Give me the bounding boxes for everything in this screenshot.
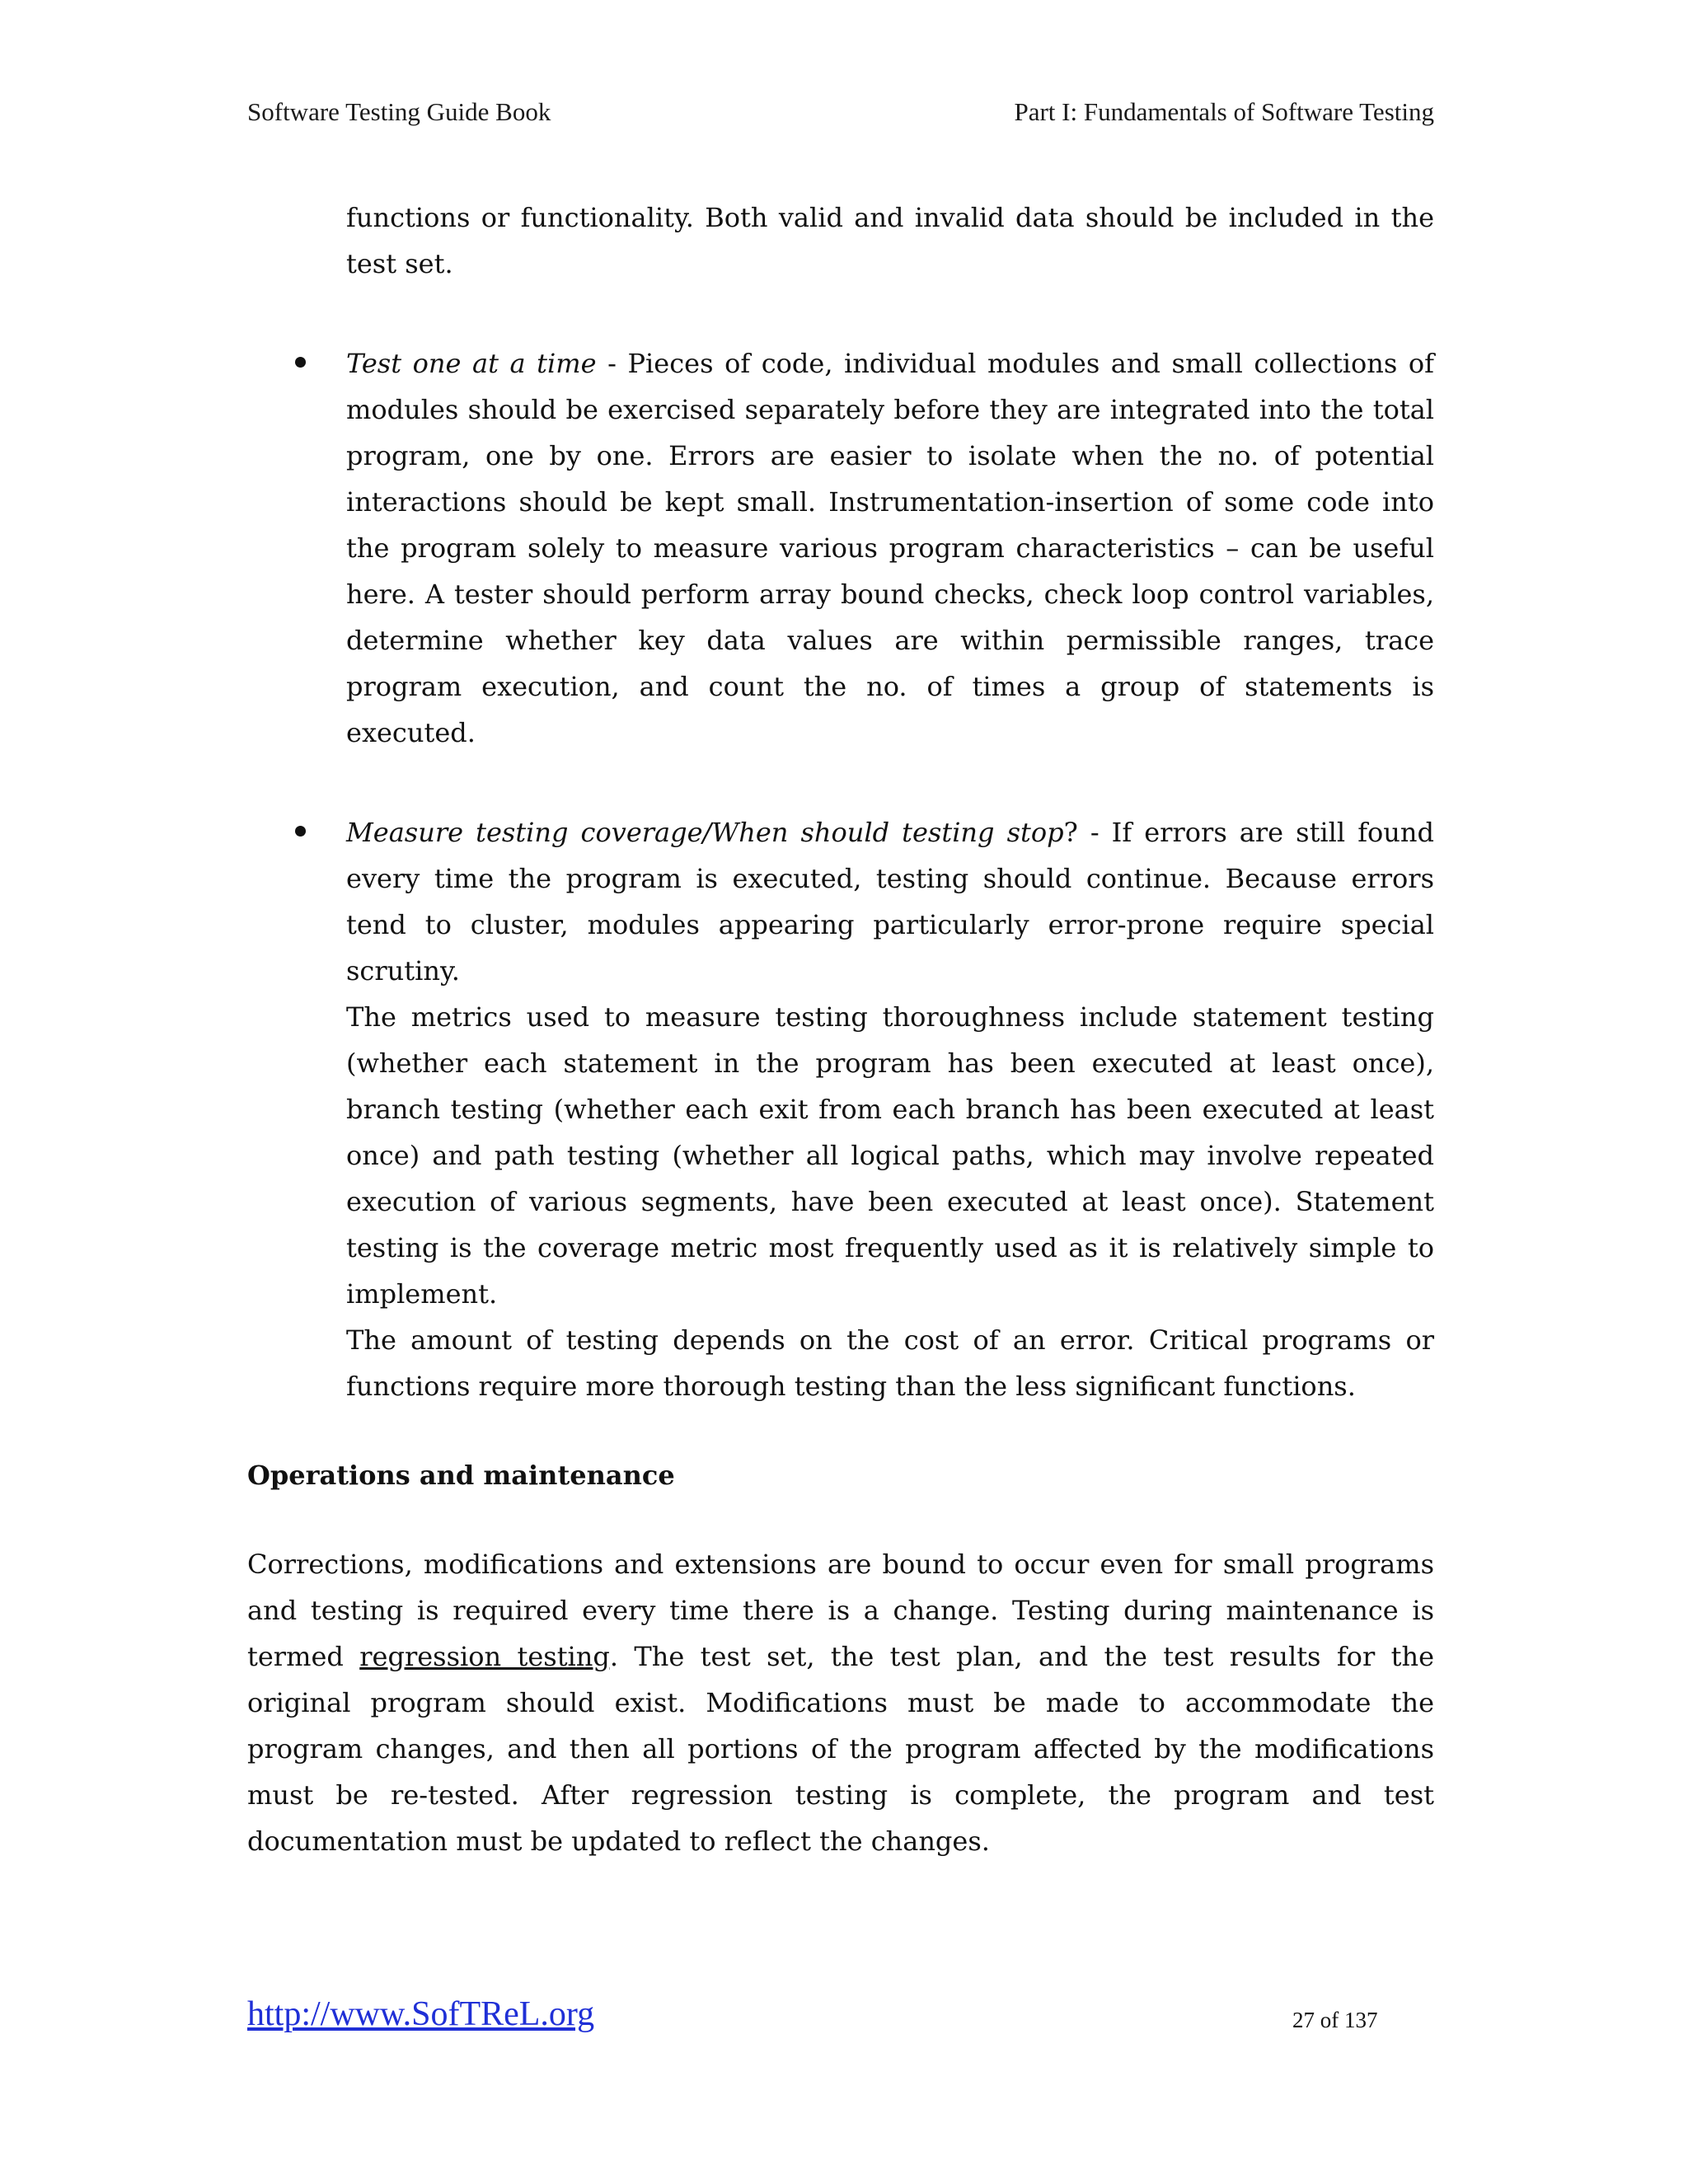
header-book-title: Software Testing Guide Book: [247, 97, 551, 126]
bullet-title: Test one at a time: [346, 348, 597, 379]
bullet-extra-paragraph: The metrics used to measure testing thoroughness include statement testing (whether each statement in the program has been executed at least once), branch testing (whether each exit from each branch has been executed at least once) and path testing (whether all logical paths, which may involve repeated execution of various segments, have been executed at least once). Statement testing is the coverage metric most frequently used as it is relatively simple to implement.: [346, 1001, 1434, 1310]
section-paragraph: [247, 1541, 1434, 1864]
bullet-item-test-one-at-a-time: [346, 340, 1434, 756]
bullet-paragraph: [346, 340, 1434, 756]
bullet-icon: [295, 357, 306, 368]
bullet-item-measure-testing-coverage: [346, 809, 1434, 1409]
spacer: [247, 756, 1434, 809]
bullet-body: ? - If errors are still found every time the program is executed, testing should continue. Because errors tend to cluster, modules appearing particularly error-prone require special scrutiny.: [346, 817, 1435, 987]
bullet-body: - Pieces of code, individual modules and small collections of modules should be exercised separately before they are integrated into the total program, one by one. Errors are easier to isolate when the no. of potential interactions should be kept small. Instrumentation-insertion of some code into the program solely to measure various program characteristics – can be useful here. A tester should perform array bound checks, check loop control variables, determine whether key data values are within permissible ranges, trace program execution, and count the no. of times a group of statements is executed.: [346, 348, 1435, 748]
footer-website-link[interactable]: http://www.SofTReL.org: [247, 1995, 595, 2033]
header-part-title: Part I: Fundamentals of Software Testing: [1014, 97, 1434, 126]
page-header: [247, 97, 1434, 130]
page-content: [247, 194, 1434, 1864]
spacer: [247, 1498, 1434, 1541]
bullet-extra-paragraph: The amount of testing depends on the cost of an error. Critical programs or functions require more thorough testing than the less significant functions.: [346, 1324, 1434, 1402]
intro-paragraph: functions or functionality. Both valid and invalid data should be included in the test set.: [346, 202, 1434, 279]
regression-testing-term: regression testing: [359, 1641, 610, 1672]
page-number: 27 of 137: [1292, 2008, 1378, 2032]
section-text-after: . The test set, the test plan, and the test results for the original program should exist. Modifications must be made to accommodate the program changes, and then all portions of the program affected by the modifications must be re-tested. After regression testing is complete, the program and test documentation must be updated to reflect the changes.: [247, 1641, 1435, 1857]
section-text-before: Corrections, modifications and extensions are bound to occur even for small programs and testing is required every time there is a change. Testing during maintenance is termed: [247, 1549, 1434, 1672]
spacer: [247, 287, 1434, 340]
spacer: [247, 1409, 1434, 1452]
section-heading: Operations and maintenance: [247, 1460, 675, 1491]
bullet-title: Measure testing coverage/When should testing stop: [346, 817, 1064, 848]
bullet-icon: [295, 826, 306, 837]
bullet-paragraph: [346, 809, 1434, 994]
